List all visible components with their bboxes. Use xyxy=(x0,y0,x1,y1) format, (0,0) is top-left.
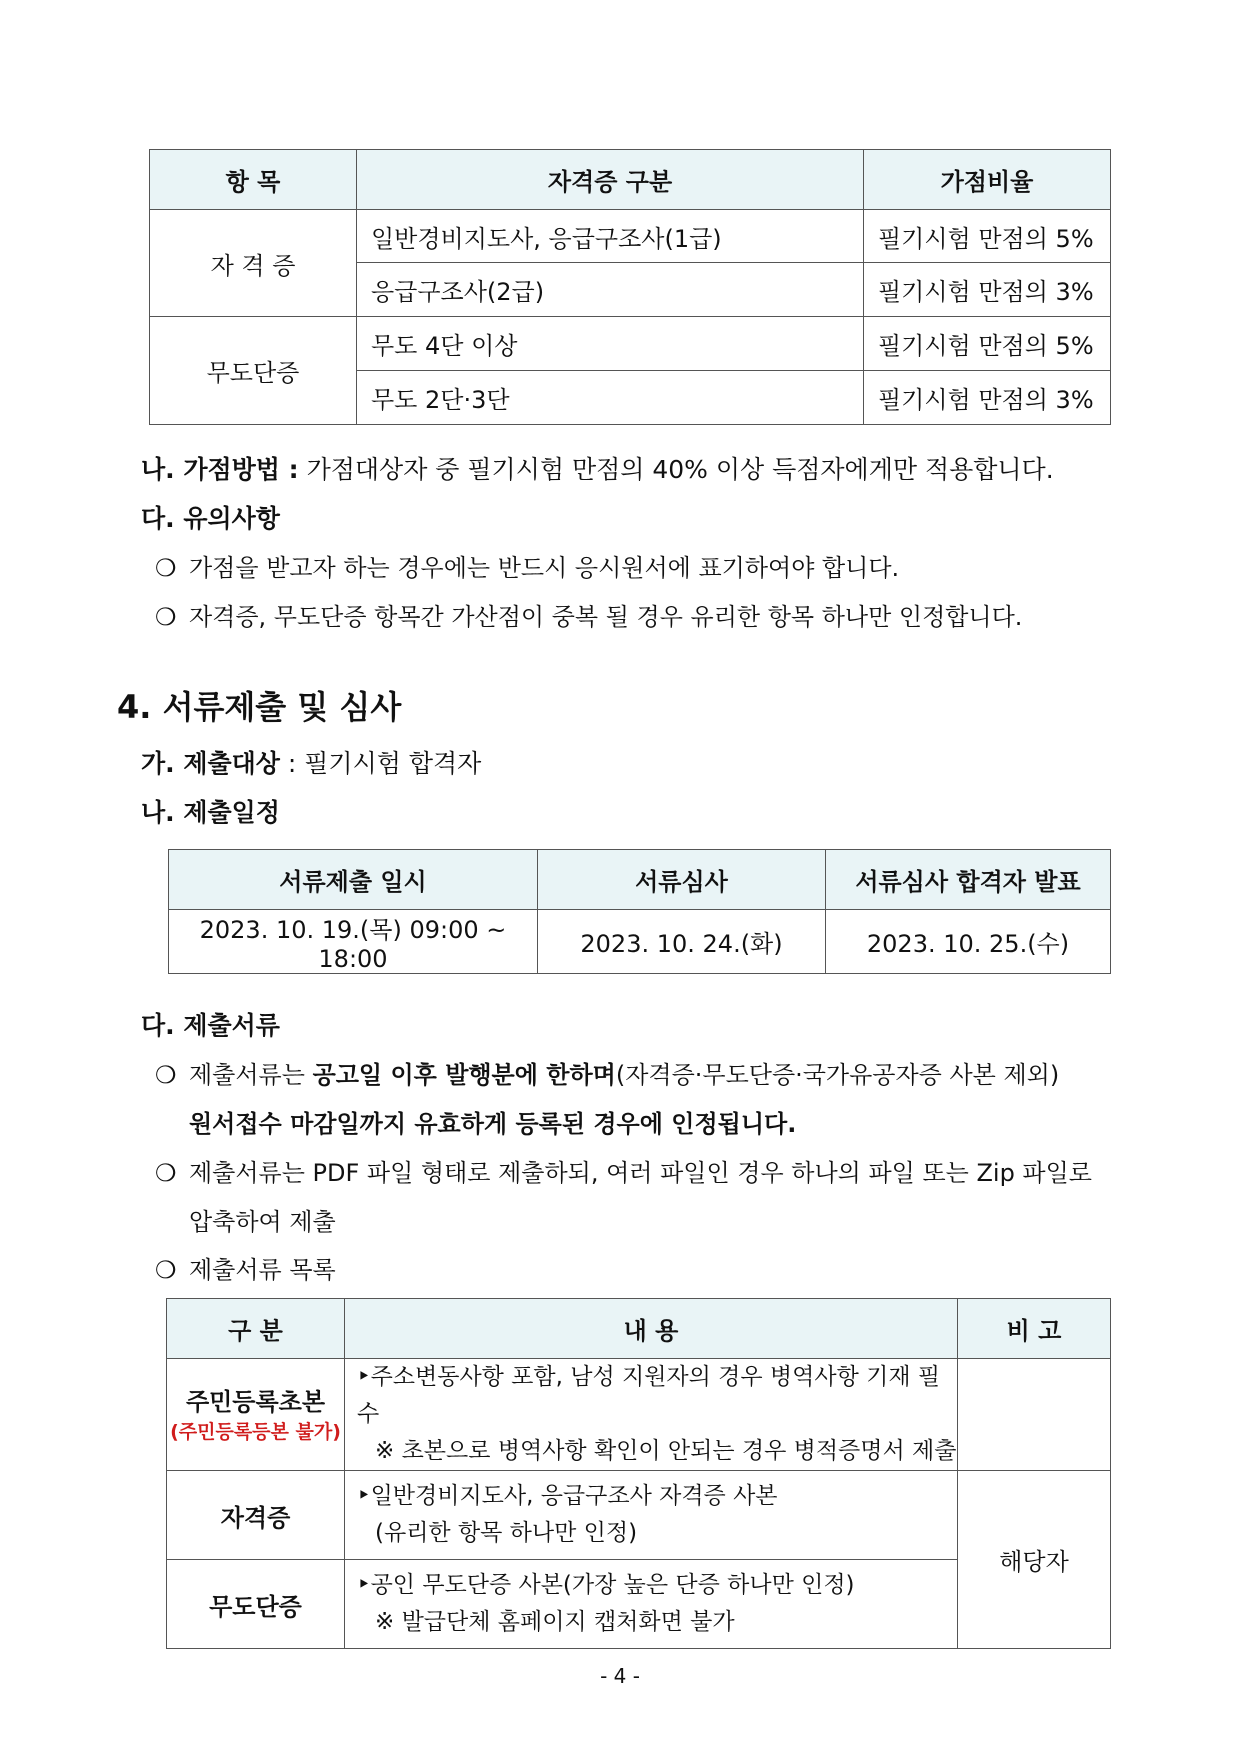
bonus-method-label: 나. 가점방법 : xyxy=(141,455,299,484)
doc-type-cell xyxy=(167,1359,345,1471)
item-cell: 무도 4단 이상 xyxy=(357,317,864,371)
section-title: 4. 서류제출 및 심사 xyxy=(117,688,402,726)
doc-content-cell: ‣일반경비지도사, 응급구조사 자격증 사본 (유리한 항목 하나만 인정) xyxy=(345,1471,958,1560)
header-review: 서류심사 xyxy=(538,850,826,910)
doc-content-cell: ‣공인 무도단증 사본(가장 높은 단증 하나만 인정) ※ 발급단체 홈페이지 캡처화면 불가 xyxy=(345,1560,958,1649)
header-category: 항 목 xyxy=(150,150,357,210)
header-item: 자격증 구분 xyxy=(357,150,864,210)
doc-name: 자격증 xyxy=(167,1471,345,1560)
circle-bullet-icon: ❍ xyxy=(155,554,177,582)
docs-note-cont: 압축하여 제출 xyxy=(189,1208,336,1236)
schedule-table xyxy=(168,849,1111,974)
doc-name: 무도단증 xyxy=(167,1560,345,1649)
bonus-method-text: 가점대상자 중 필기시험 만점의 40% 이상 득점자에게만 적용합니다. xyxy=(298,455,1054,484)
rate-cell: 필기시험 만점의 5% xyxy=(864,317,1111,371)
item-cell: 일반경비지도사, 응급구조사(1급) xyxy=(357,210,864,263)
page-number: - 4 - xyxy=(600,1664,640,1688)
docs-note: ❍ 제출서류는 PDF 파일 형태로 제출하되, 여러 파일인 경우 하나의 파일 또는 Zip 파일로 xyxy=(155,1159,1092,1187)
circle-bullet-icon: ❍ xyxy=(155,1256,177,1284)
target-label: 가. 제출대상 xyxy=(141,749,280,778)
doc-content-cell: ‣주소변동사항 포함, 남성 지원자의 경우 병역사항 기재 필수 ※ 초본으로 병역사항 확인이 안되는 경우 병적증명서 제출 xyxy=(345,1359,958,1471)
docs-table xyxy=(166,1298,1111,1649)
note-item: ❍ 가점을 받고자 하는 경우에는 반드시 응시원서에 표기하여야 합니다. xyxy=(155,554,900,582)
rate-cell: 필기시험 만점의 3% xyxy=(864,371,1111,425)
docs-note: ❍ 제출서류 목록 xyxy=(155,1256,336,1284)
doc-remark-cell xyxy=(958,1359,1111,1471)
announcement-date: 2023. 10. 25.(수) xyxy=(826,910,1111,974)
header-content: 내 용 xyxy=(345,1299,958,1359)
doc-sub-note: (주민등록등본 불가) xyxy=(170,1420,341,1443)
doc-remark: 해당자 xyxy=(958,1471,1111,1649)
bonus-table xyxy=(149,149,1111,425)
target-text: : 필기시험 합격자 xyxy=(279,749,482,778)
header-submit-date: 서류제출 일시 xyxy=(169,850,538,910)
circle-bullet-icon: ❍ xyxy=(155,603,177,631)
category-cert: 자 격 증 xyxy=(150,210,357,317)
docs-heading: 다. 제출서류 xyxy=(141,1011,280,1040)
review-date: 2023. 10. 24.(화) xyxy=(538,910,826,974)
target xyxy=(141,744,481,780)
docs-note-cont: 원서접수 마감일까지 유효하게 등록된 경우에 인정됩니다. xyxy=(189,1110,797,1138)
submit-date: 2023. 10. 19.(목) 09:00 ~ 18:00 xyxy=(169,910,538,974)
note-item: ❍ 자격증, 무도단증 항목간 가산점이 중복 될 경우 유리한 항목 하나만 인정합니다. xyxy=(155,603,1023,631)
notes-heading: 다. 유의사항 xyxy=(141,504,280,533)
schedule-heading: 나. 제출일정 xyxy=(141,798,280,827)
circle-bullet-icon: ❍ xyxy=(155,1061,177,1089)
rate-cell: 필기시험 만점의 3% xyxy=(864,263,1111,317)
header-type: 구 분 xyxy=(167,1299,345,1359)
circle-bullet-icon: ❍ xyxy=(155,1159,177,1187)
category-martial: 무도단증 xyxy=(150,317,357,425)
bonus-method xyxy=(141,450,1054,486)
item-cell: 무도 2단·3단 xyxy=(357,371,864,425)
docs-note: ❍ 제출서류는 공고일 이후 발행분에 한하며(자격증·무도단증·국가유공자증 사본 제외) xyxy=(155,1061,1060,1089)
header-rate: 가점비율 xyxy=(864,150,1111,210)
header-announcement: 서류심사 합격자 발표 xyxy=(826,850,1111,910)
doc-name: 주민등록초본 xyxy=(185,1387,326,1416)
rate-cell: 필기시험 만점의 5% xyxy=(864,210,1111,263)
header-remark: 비 고 xyxy=(958,1299,1111,1359)
item-cell: 응급구조사(2급) xyxy=(357,263,864,317)
